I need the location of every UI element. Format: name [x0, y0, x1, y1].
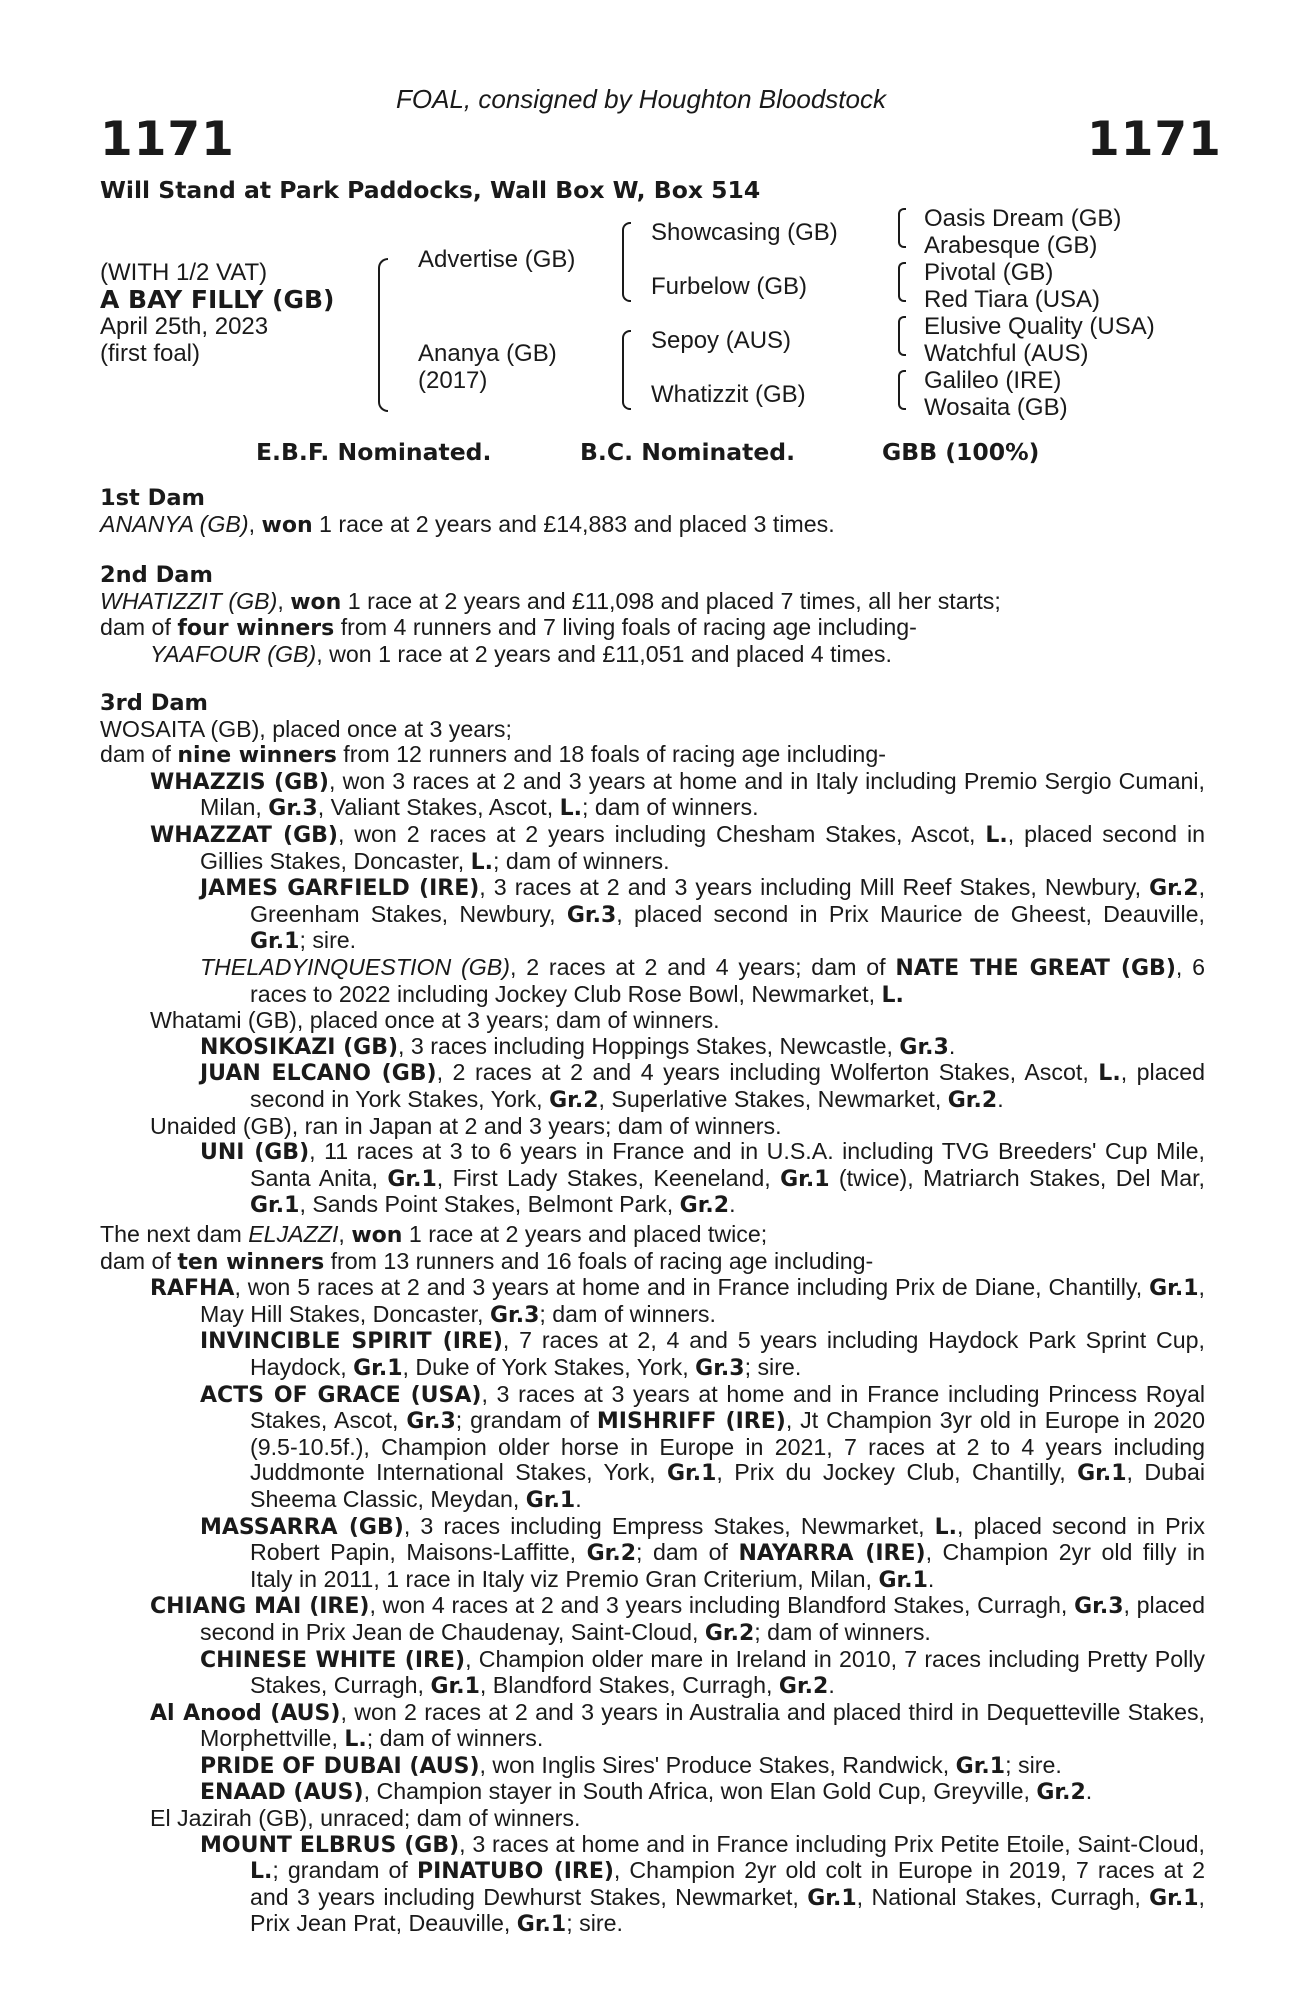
sire-dam: Furbelow (GB) — [651, 273, 808, 300]
text: , 6 races to 2022 including Jockey Club Rose Bowl, Newmarket, — [250, 953, 1206, 1007]
progeny-chiang-mai — [100, 1593, 1205, 1646]
progeny-rafha — [100, 1275, 1205, 1328]
progeny-el-jazirah: El Jazirah (GB), unraced; dam of winners. — [150, 1805, 581, 1832]
grade: L. — [881, 982, 904, 1008]
text: , won 2 races at 2 and 3 years in Australia and placed third in Dequetteville Stakes, Morphettville, — [200, 1698, 1206, 1752]
gbb-rating: GBB (100%) — [882, 438, 1040, 466]
winners-count: four winners — [177, 616, 335, 642]
winners-count: ten winners — [177, 1249, 325, 1275]
text: ; dam of winners. — [754, 1618, 931, 1645]
grade: L. — [344, 1727, 367, 1753]
text: , won 4 races at 2 and 3 years including Blandford Stakes, Curragh, — [369, 1592, 1075, 1619]
second-dam-section: 2nd Dam WHATIZZIT (GB), won 1 race at 2 years and £11,098 and placed 7 times, all her starts; dam of four winners from 4 runners and 7 living foals of racing age including- YAAFOUR (GB), won 1 race at 2 years and £11,051 and placed 4 times. — [100, 563, 1205, 667]
grade: Gr.2 — [679, 1193, 730, 1219]
grade: Gr.3 — [1074, 1594, 1124, 1620]
text: 1 race at 2 years and placed twice; — [402, 1221, 768, 1247]
grade: Gr.3 — [695, 1355, 745, 1381]
text: from 4 runners and 7 living foals of racing age including- — [334, 614, 917, 641]
text: , Champion stayer in South Africa, won Elan Gold Cup, Greyville, — [363, 1778, 1037, 1805]
progeny-theladyinquestion — [100, 955, 1205, 1008]
progeny-unaided: Unaided (GB), ran in Japan at 2 and 3 years; dam of winners. — [150, 1112, 782, 1139]
consignor-line: FOAL, consigned by Houghton Bloodstock — [396, 84, 886, 114]
text: dam of — [100, 1247, 178, 1274]
text: , May Hill Stakes, Doncaster, — [200, 1274, 1205, 1327]
grade: Gr.3 — [406, 1409, 456, 1435]
text: , won 5 races at 2 and 3 years at home and in France including Prix de Diane, Chantilly, — [234, 1274, 1150, 1301]
horse-name: MISHRIFF (IRE) — [596, 1409, 786, 1435]
pedigree-brace-g2 — [898, 262, 906, 302]
horse-name: NKOSIKAZI (GB) — [200, 1034, 399, 1060]
text: , won 2 races at 2 years including Chesham Stakes, Ascot, — [337, 820, 986, 847]
text: ; grandam of — [272, 1857, 417, 1884]
pedigree-g8: Wosaita (GB) — [924, 394, 1068, 421]
text: ; sire. — [744, 1353, 802, 1380]
pedigree-g1: Oasis Dream (GB) — [924, 205, 1122, 232]
text: ; dam of winners. — [366, 1725, 544, 1752]
text: ; dam of — [636, 1539, 739, 1566]
horse-name: CHIANG MAI (IRE) — [150, 1594, 370, 1620]
text: . — [948, 1032, 956, 1059]
grade: Gr.1 — [780, 1166, 830, 1192]
grade: Gr.3 — [566, 902, 617, 928]
text: , 3 races at 3 years at home and in France including Princess Royal Stakes, Ascot, — [250, 1380, 1205, 1434]
grade: Gr.2 — [947, 1087, 998, 1113]
third-dam-section — [100, 691, 1205, 1219]
grade: Gr.1 — [430, 1674, 480, 1700]
pedigree-brace-main — [378, 258, 388, 412]
progeny-pride-of-dubai — [100, 1753, 1205, 1780]
first-dam-title: 1st Dam — [100, 485, 205, 511]
grade: Gr.3 — [899, 1034, 949, 1060]
grade: Gr.2 — [778, 1674, 829, 1700]
text: . — [927, 1565, 935, 1592]
pedigree-g3: Pivotal (GB) — [924, 259, 1054, 286]
pedigree-brace-dam — [622, 330, 631, 410]
text: , Superlative Stakes, Newmarket, — [598, 1085, 948, 1112]
text: , 3 races at 2 and 3 years including Mill Reef Stakes, Newbury, — [479, 874, 1150, 901]
next-dam-section — [100, 1222, 1205, 1938]
text: , 7 races at 2, 4 and 5 years including Haydock Park Sprint Cup, Haydock, — [250, 1327, 1205, 1380]
bc-nominated: B.C. Nominated. — [580, 438, 796, 466]
text: ; dam of winners. — [493, 847, 670, 874]
won-label: won — [351, 1223, 403, 1248]
horse-name: WHAZZAT (GB) — [150, 822, 338, 848]
progeny-name: YAAFOUR (GB) — [150, 640, 317, 667]
horse-name: INVINCIBLE SPIRIT (IRE) — [200, 1329, 503, 1355]
progeny-whazzis — [100, 769, 1205, 822]
stand-location: Will Stand at Park Paddocks, Wall Box W, Box 514 — [100, 176, 761, 204]
text: . — [997, 1085, 1004, 1112]
grade: Gr.1 — [666, 1461, 717, 1487]
horse-name: JUAN ELCANO (GB) — [200, 1061, 437, 1087]
grade: Gr.1 — [250, 1193, 300, 1219]
pedigree-g2: Arabesque (GB) — [924, 232, 1098, 259]
pedigree-brace-g4 — [898, 370, 906, 410]
first-dam-name: ANANYA (GB) — [100, 510, 249, 537]
grade: Gr.1 — [807, 1885, 857, 1911]
text: , Prix Jean Prat, Deauville, — [250, 1883, 1205, 1937]
text: , placed second in Gillies Stakes, Doncaster, — [200, 820, 1206, 874]
text: , placed second in Prix Maurice de Gheest, Deauville, — [616, 900, 1206, 927]
horse-name: PRIDE OF DUBAI (AUS) — [200, 1753, 480, 1779]
third-dam-title: 3rd Dam — [100, 690, 208, 716]
text: , 3 races at home and in France including Prix Petite Etoile, Saint-Cloud, — [459, 1830, 1205, 1857]
lot-number-left: 1171 — [100, 112, 235, 167]
pedigree-brace-g1 — [898, 208, 906, 248]
won-label: won — [261, 512, 313, 538]
horse-name: MASSARRA (GB) — [200, 1514, 404, 1540]
pedigree-g5: Elusive Quality (USA) — [924, 313, 1155, 340]
grade: Gr.1 — [878, 1567, 928, 1593]
horse-name: WHAZZIS (GB) — [150, 769, 329, 795]
dam-dam: Whatizzit (GB) — [651, 381, 806, 408]
grade: Gr.1 — [387, 1166, 437, 1192]
text: , 11 races at 3 to 6 years in France and in U.S.A. including TVG Breeders' Cup Mile, Santa Anita, — [250, 1138, 1205, 1191]
progeny-acts-of-grace — [100, 1382, 1205, 1514]
horse-name: RAFHA — [150, 1276, 235, 1302]
grade: Gr.2 — [1036, 1780, 1086, 1806]
text: , Dubai Sheema Classic, Meydan, — [250, 1459, 1205, 1512]
progeny-juan-elcano — [100, 1060, 1205, 1113]
progeny-mount-elbrus — [100, 1832, 1205, 1938]
pedigree-g6: Watchful (AUS) — [924, 340, 1089, 367]
grade: L. — [559, 796, 582, 822]
text: . — [729, 1191, 736, 1218]
text: , won 3 races at 2 and 3 years at home and in Italy including Premio Sergio Cumani, Milan, — [200, 767, 1205, 821]
grade: Gr.3 — [489, 1302, 540, 1328]
horse-name: NAYARRA (IRE) — [738, 1541, 926, 1567]
text: . — [575, 1485, 582, 1512]
ebf-nominated: E.B.F. Nominated. — [256, 438, 492, 466]
text: , Jt Champion 3yr old in Europe in 2020 (9.5-10.5f.), Champion older horse in Europe in 2021, 7 races at 2 to 4 years including Juddmonte International Stakes, York, — [250, 1407, 1206, 1486]
text: , Champion 2yr old colt in Europe in 2019, 7 races at 2 and 3 years including Dewhurst Stakes, Newmarket, — [250, 1857, 1206, 1910]
progeny-al-anood — [100, 1700, 1205, 1753]
text: , placed second in Prix Jean de Chaudenay, Saint-Cloud, — [200, 1592, 1205, 1645]
text: dam of — [100, 614, 178, 641]
text: , 3 races including Hoppings Stakes, Newcastle, — [398, 1032, 900, 1059]
lot-number-right: 1171 — [1087, 112, 1222, 167]
text: , National Stakes, Curragh, — [856, 1883, 1150, 1910]
horse-name: Al Anood (AUS) — [150, 1700, 341, 1726]
dam-name: Ananya (GB) — [418, 340, 557, 367]
grade: L. — [934, 1514, 958, 1540]
horse-name: MOUNT ELBRUS (GB) — [200, 1832, 460, 1858]
dam-year: (2017) — [418, 367, 488, 394]
text: ; sire. — [299, 927, 357, 954]
first-dam-section: 1st Dam ANANYA (GB), won 1 race at 2 years and £14,883 and placed 3 times. — [100, 486, 1205, 538]
grade: Gr.1 — [353, 1355, 403, 1381]
pedigree-brace-g3 — [898, 316, 906, 356]
text: , placed second in Prix Robert Papin, Maisons-Laffitte, — [250, 1512, 1205, 1566]
text: from 13 runners and 16 foals of racing age including- — [324, 1247, 874, 1274]
sire-name: Advertise (GB) — [418, 246, 576, 273]
grade: L. — [985, 822, 1008, 848]
text: , Duke of York Stakes, York, — [402, 1353, 696, 1380]
text: ; dam of winners. — [539, 1300, 716, 1327]
grade: Gr.1 — [250, 929, 300, 955]
pedigree-g7: Galileo (IRE) — [924, 367, 1062, 394]
won-label: won — [290, 589, 342, 615]
text: , Valiant Stakes, Ascot, — [317, 794, 560, 821]
grade: Gr.2 — [549, 1087, 599, 1113]
horse-name: NATE THE GREAT (GB) — [895, 955, 1176, 981]
horse-vat: (WITH 1/2 VAT) — [100, 259, 268, 286]
text: (twice), Matriarch Stakes, Del Mar, — [829, 1164, 1205, 1191]
text: , First Lady Stakes, Keeneland, — [436, 1164, 781, 1191]
text: , 2 races at 2 and 4 years; dam of — [509, 953, 896, 980]
winners-count: nine winners — [177, 743, 337, 769]
text: ; dam of winners. — [582, 794, 759, 821]
text: , Champion older mare in Ireland in 2010, 7 races including Pretty Polly Stakes, Curragh, — [250, 1645, 1205, 1699]
text: , Champion 2yr old filly in Italy in 2011, 1 race in Italy viz Premio Gran Criterium, Milan, — [250, 1539, 1205, 1592]
text: dam of — [100, 741, 178, 768]
text: , 2 races at 2 and 4 years including Wolferton Stakes, Ascot, — [436, 1059, 1099, 1086]
progeny-whazzat — [100, 822, 1205, 875]
progeny-invincible-spirit — [100, 1328, 1205, 1381]
text: , Greenham Stakes, Newbury, — [250, 874, 1206, 927]
grade: Gr.1 — [516, 1912, 567, 1938]
text: , Prix du Jockey Club, Chantilly, — [716, 1459, 1078, 1486]
horse-name: PINATUBO (IRE) — [416, 1859, 614, 1885]
next-dam-name: ELJAZZI — [248, 1221, 339, 1247]
second-dam-title: 2nd Dam — [100, 562, 213, 588]
second-dam-record: 1 race at 2 years and £11,098 and placed 7 times, all her starts; — [341, 587, 1001, 614]
pedigree-g4: Red Tiara (USA) — [924, 286, 1101, 313]
horse-name: A BAY FILLY (GB) — [100, 285, 335, 314]
grade: L. — [1098, 1061, 1121, 1087]
horse-name: UNI (GB) — [200, 1140, 310, 1166]
text: , Blandford Stakes, Curragh, — [479, 1672, 779, 1699]
grade: Gr.3 — [268, 796, 318, 822]
grade: Gr.2 — [586, 1541, 637, 1567]
text: , won Inglis Sires' Produce Stakes, Randwick, — [479, 1751, 956, 1778]
text: , — [338, 1221, 352, 1247]
third-dam-intro: WOSAITA (GB), placed once at 3 years; — [100, 715, 512, 742]
progeny-record: , won 1 race at 2 years and £11,051 and placed 4 times. — [316, 640, 892, 667]
grade: Gr.2 — [1149, 876, 1199, 902]
first-dam-text: 1 race at 2 years and £14,883 and placed 3 times. — [312, 510, 835, 537]
grade: Gr.2 — [704, 1620, 755, 1646]
progeny-james-garfield — [100, 875, 1205, 955]
grade: Gr.1 — [1149, 1885, 1199, 1911]
grade: Gr.1 — [525, 1487, 576, 1513]
text: . — [1085, 1778, 1093, 1805]
progeny-uni — [100, 1139, 1205, 1219]
progeny-chinese-white — [100, 1647, 1205, 1700]
progeny-enaad — [100, 1779, 1205, 1806]
text: from 12 runners and 18 foals of racing age including- — [336, 741, 886, 768]
grade: Gr.1 — [1149, 1276, 1199, 1302]
pedigree-brace-sire — [622, 222, 631, 302]
grade: Gr.1 — [1077, 1461, 1127, 1487]
text: , 3 races including Empress Stakes, Newmarket, — [403, 1512, 935, 1539]
text: , Sands Point Stakes, Belmont Park, — [299, 1191, 680, 1218]
horse-dob: April 25th, 2023 — [100, 313, 269, 340]
horse-name: THELADYINQUESTION (GB) — [200, 953, 510, 980]
text: ; sire. — [566, 1910, 623, 1937]
horse-name: JAMES GARFIELD (IRE) — [200, 876, 480, 902]
dam-sire: Sepoy (AUS) — [651, 327, 792, 354]
horse-name: ACTS OF GRACE (USA) — [200, 1382, 482, 1408]
grade: L. — [250, 1859, 273, 1885]
horse-name: CHINESE WHITE (IRE) — [200, 1647, 466, 1673]
text: ; sire. — [1005, 1751, 1062, 1778]
grade: L. — [470, 849, 494, 875]
horse-name: ENAAD (AUS) — [200, 1780, 364, 1806]
grade: Gr.1 — [955, 1753, 1006, 1779]
text: The next dam — [100, 1221, 249, 1247]
horse-note: (first foal) — [100, 340, 201, 367]
text: , placed second in York Stakes, York, — [250, 1059, 1205, 1112]
text: . — [828, 1672, 835, 1699]
progeny-nkosikazi — [100, 1034, 1205, 1061]
progeny-whatami: Whatami (GB), placed once at 3 years; dam of winners. — [150, 1007, 720, 1034]
text: ; grandam of — [455, 1407, 597, 1434]
second-dam-name: WHATIZZIT (GB) — [100, 587, 278, 614]
progeny-massarra — [100, 1514, 1205, 1594]
sire-sire: Showcasing (GB) — [651, 219, 838, 246]
